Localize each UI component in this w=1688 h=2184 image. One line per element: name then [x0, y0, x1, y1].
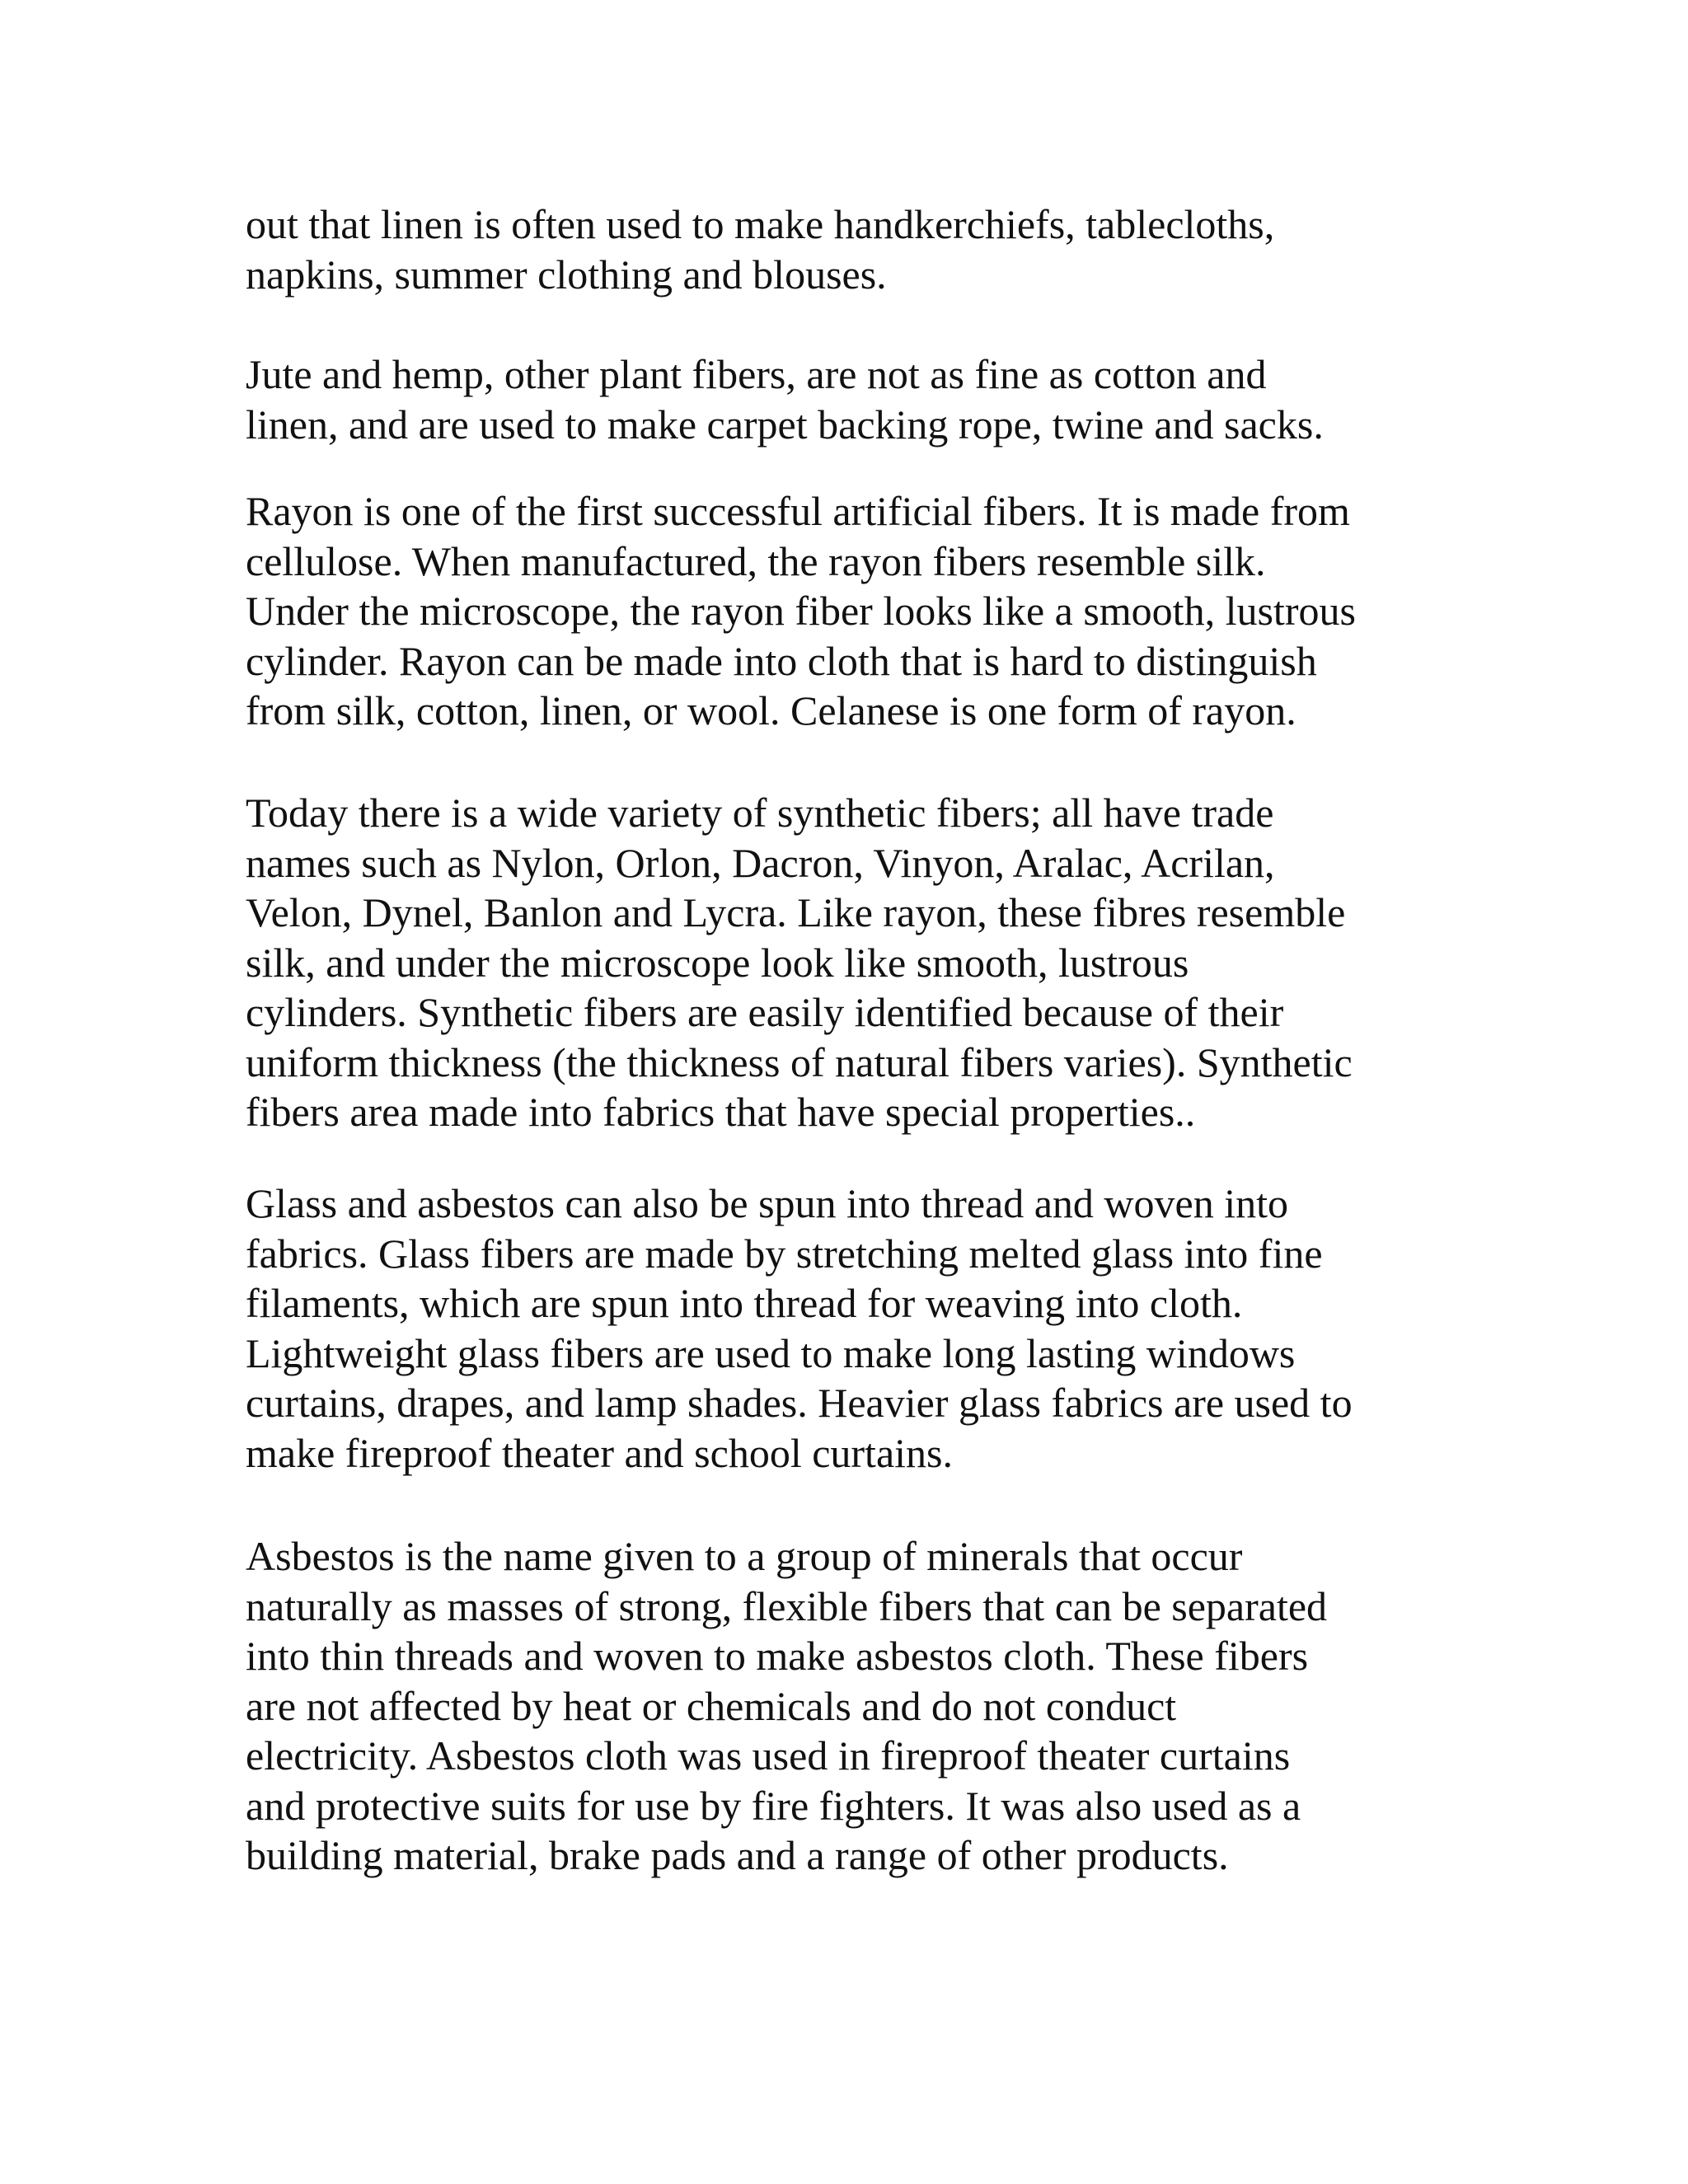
text-line: Jute and hemp, other plant fibers, are not as fine as cotton and [246, 351, 1267, 397]
paragraph-synthetic-fibers [246, 788, 1449, 1137]
text-line: make fireproof theater and school curtains. [246, 1429, 953, 1476]
text-line: cylinders. Synthetic fibers are easily identified because of their [246, 989, 1284, 1035]
text-line: fibers area made into fabrics that have special properties.. [246, 1089, 1196, 1135]
text-line: Velon, Dynel, Banlon and Lycra. Like rayon, these fibres resemble [246, 889, 1346, 935]
text-line: linen, and are used to make carpet backing rope, twine and sacks. [246, 401, 1324, 448]
text-line: Today there is a wide variety of synthetic fibers; all have trade [246, 790, 1274, 836]
text-line: from silk, cotton, linen, or wool. Celanese is one form of rayon. [246, 687, 1296, 733]
text-line: uniform thickness (the thickness of natural fibers varies). Synthetic [246, 1038, 1353, 1085]
text-line: filaments, which are spun into thread for weaving into cloth. [246, 1280, 1243, 1326]
text-line: Lightweight glass fibers are used to make long lasting windows [246, 1329, 1296, 1376]
paragraph-jute-hemp [246, 349, 1449, 449]
paragraph-rayon [246, 486, 1449, 736]
text-line: names such as Nylon, Orlon, Dacron, Vinyon, Aralac, Acrilan, [246, 839, 1275, 886]
paragraph-linen-uses [246, 199, 1449, 299]
text-line: Glass and asbestos can also be spun into thread and woven into [246, 1180, 1289, 1226]
text-line: out that linen is often used to make handkerchiefs, tablecloths, [246, 201, 1275, 247]
paragraph-glass-fibers [246, 1179, 1449, 1478]
text-line: Asbestos is the name given to a group of minerals that occur [246, 1533, 1243, 1579]
text-line: silk, and under the microscope look like smooth, lustrous [246, 939, 1189, 986]
text-line: electricity. Asbestos cloth was used in fireproof theater curtains [246, 1732, 1291, 1779]
text-line: cylinder. Rayon can be made into cloth that is hard to distinguish [246, 637, 1317, 684]
text-line: curtains, drapes, and lamp shades. Heavier glass fabrics are used to [246, 1380, 1353, 1426]
text-line: are not affected by heat or chemicals and do not conduct [246, 1682, 1177, 1729]
text-line: building material, brake pads and a range of other products. [246, 1832, 1229, 1878]
text-line: cellulose. When manufactured, the rayon fibers resemble silk. [246, 537, 1266, 584]
paragraph-asbestos [246, 1531, 1449, 1881]
text-line: naturally as masses of strong, flexible fibers that can be separated [246, 1582, 1328, 1629]
text-line: Rayon is one of the first successful artificial fibers. It is made from [246, 488, 1350, 534]
text-line: and protective suits for use by fire fighters. It was also used as a [246, 1782, 1301, 1829]
text-line: Under the microscope, the rayon fiber looks like a smooth, lustrous [246, 588, 1356, 634]
text-line: napkins, summer clothing and blouses. [246, 251, 887, 298]
text-line: into thin threads and woven to make asbestos cloth. These fibers [246, 1633, 1309, 1679]
text-line: fabrics. Glass fibers are made by stretching melted glass into fine [246, 1230, 1323, 1277]
